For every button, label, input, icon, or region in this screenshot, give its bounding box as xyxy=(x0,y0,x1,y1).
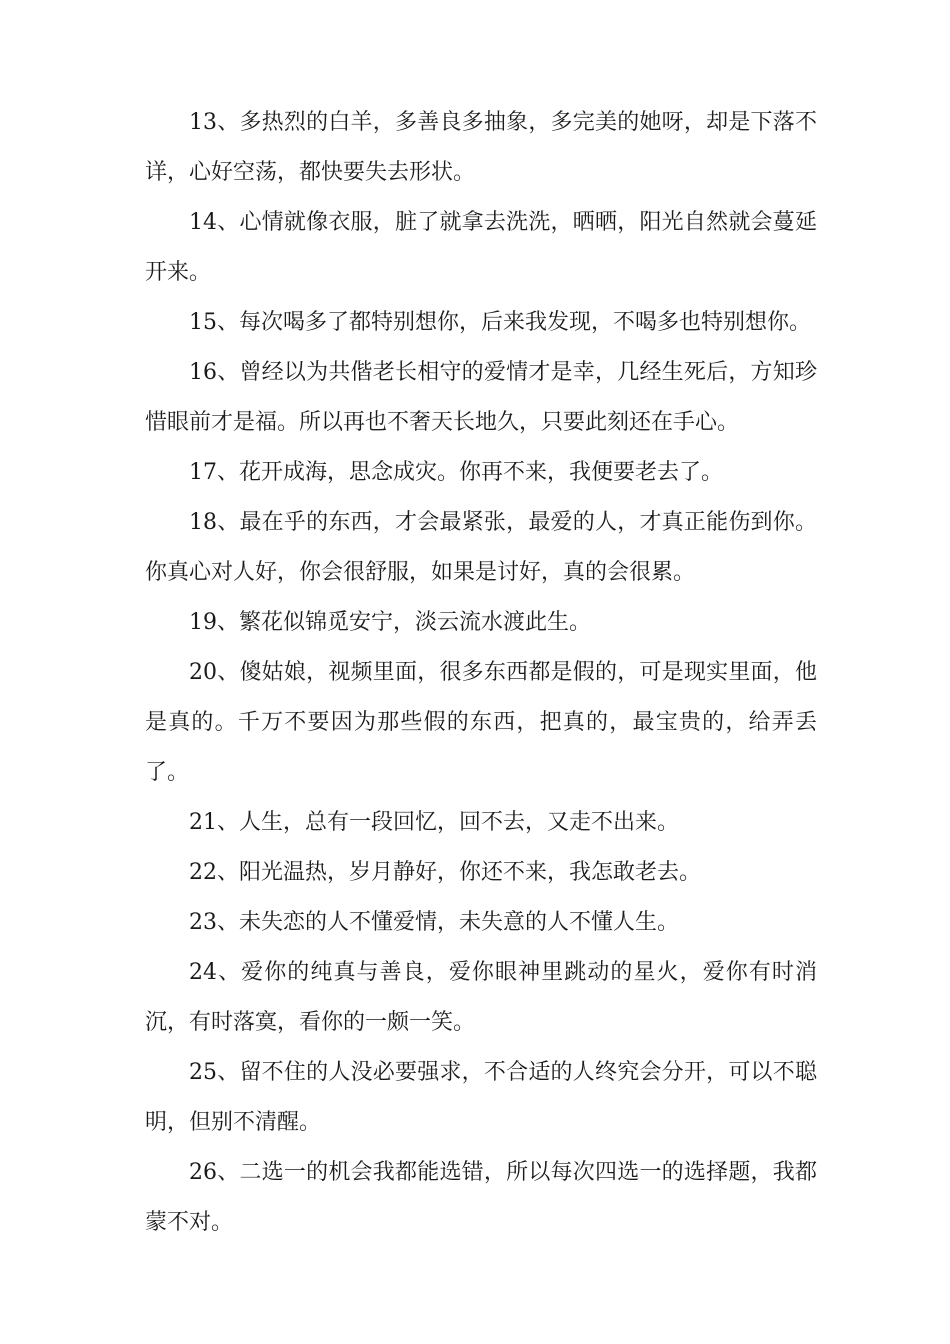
paragraph-18: 18、最在乎的东西，才会最紧张，最爱的人，才真正能伤到你。你真心对人好，你会很舒服，如果是讨好，真的会很累。 xyxy=(145,510,817,585)
paragraph-24: 24、爱你的纯真与善良，爱你眼神里跳动的星火，爱你有时消沉，有时落寞，看你的一颇一笑。 xyxy=(145,960,817,1035)
paragraph-20: 20、傻姑娘，视频里面，很多东西都是假的，可是现实里面，他是真的。千万不要因为那些假的东西，把真的，最宝贵的，给弄丢了。 xyxy=(145,660,817,785)
paragraph-21: 21、人生，总有一段回忆，回不去，又走不出来。 xyxy=(189,810,679,835)
paragraph-23: 23、未失恋的人不懂爱情，未失意的人不懂人生。 xyxy=(189,910,679,935)
paragraph-16: 16、曾经以为共偕老长相守的爱情才是幸，几经生死后，方知珍惜眼前才是福。所以再也不奢天长地久，只要此刻还在手心。 xyxy=(145,360,817,435)
paragraph-26: 26、二选一的机会我都能选错，所以每次四选一的选择题，我都蒙不对。 xyxy=(145,1160,817,1235)
paragraph-14: 14、心情就像衣服，脏了就拿去洗洗，晒晒，阳光自然就会蔓延开来。 xyxy=(145,210,817,285)
paragraph-15: 15、每次喝多了都特别想你，后来我发现，不喝多也特别想你。 xyxy=(189,310,811,335)
paragraph-22: 22、阳光温热，岁月静好，你还不来，我怎敢老去。 xyxy=(189,860,701,885)
paragraph-19: 19、繁花似锦觅安宁，淡云流水渡此生。 xyxy=(189,610,591,635)
paragraph-17: 17、花开成海，思念成灾。你再不来，我便要老去了。 xyxy=(189,460,723,485)
paragraph-25: 25、留不住的人没必要强求，不合适的人终究会分开，可以不聪明，但别不清醒。 xyxy=(145,1060,817,1135)
paragraph-13: 13、多热烈的白羊，多善良多抽象，多完美的她呀，却是下落不详，心好空荡，都快要失去形状。 xyxy=(145,110,817,185)
document-body xyxy=(145,98,817,1248)
